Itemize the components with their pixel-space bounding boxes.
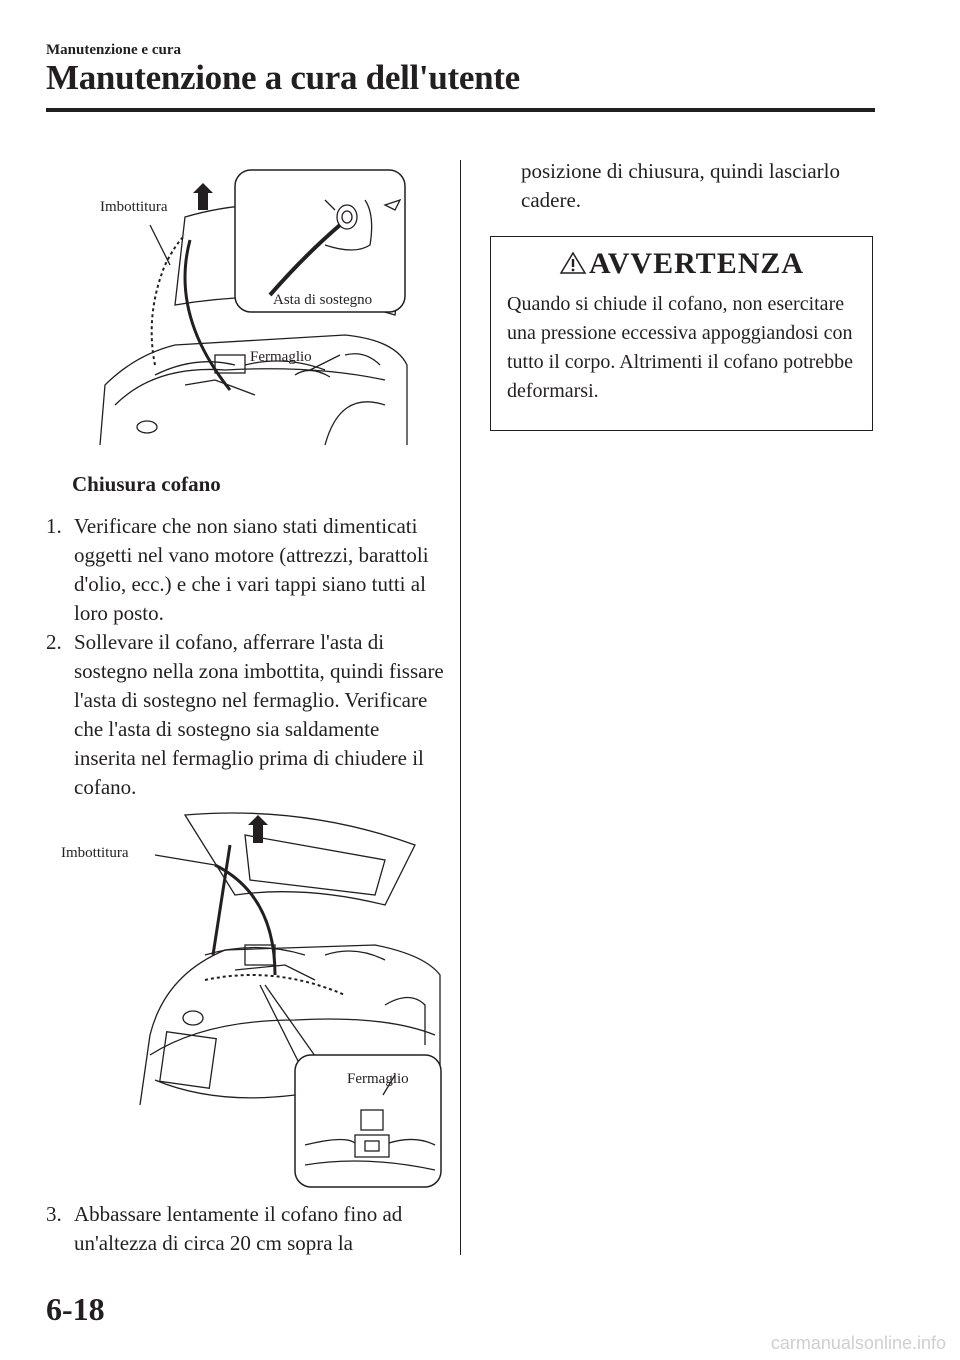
step-number: 1. [46, 514, 62, 538]
column-divider [460, 160, 461, 1255]
step-text: Sollevare il cofano, afferrare l'asta di sostegno nella zona imbottita, quindi fissare l'asta di sostegno nel fermaglio. Verificare che l'asta di sostegno sia saldamente inserita nel fermaglio prima di chiudere il cofano. [74, 630, 444, 799]
warning-title: AVVERTENZA [588, 247, 805, 280]
hood-rod-figure [95, 165, 415, 455]
section-heading: Chiusura cofano [72, 472, 221, 496]
step-text: Verificare che non siano stati dimenticati oggetti nel vano motore (attrezzi, barattoli d'olio, ecc.) e che i vari tappi siano tutti al loro posto. [74, 514, 429, 625]
warning-box [490, 236, 873, 431]
step-number: 2. [46, 630, 62, 654]
hood-open-figure [55, 805, 450, 1190]
warning-triangle-icon [559, 251, 587, 275]
page-number: 6-18 [46, 1291, 105, 1327]
step-text: Abbassare lentamente il cofano fino ad un'altezza di circa 20 cm sopra la [74, 1202, 403, 1255]
section-label: Manutenzione e cura [46, 42, 181, 58]
fig1-label-clip: Fermaglio [250, 349, 312, 365]
step-1 [46, 512, 446, 628]
warning-body: Quando si chiude il cofano, non esercitare una pressione eccessiva appoggiandosi con tutto il corpo. Altrimenti il cofano potrebbe deformarsi. [507, 293, 854, 402]
page-title: Manutenzione a cura dell'utente [46, 58, 520, 97]
warning-header [491, 247, 872, 281]
step-number: 3. [46, 1202, 62, 1226]
title-rule [46, 108, 875, 112]
watermark: carmanualsonline.info [770, 1333, 946, 1353]
step-3 [46, 1200, 446, 1258]
fig1-label-rod: Asta di sostegno [273, 292, 373, 308]
step-3-continued: posizione di chiusura, quindi lasciarlo cadere. [521, 159, 841, 212]
fig2-label-pad: Imbottitura [61, 845, 129, 861]
fig1-label-pad: Imbottitura [100, 199, 168, 215]
fig2-label-clip: Fermaglio [347, 1071, 409, 1087]
step-2 [46, 628, 446, 802]
